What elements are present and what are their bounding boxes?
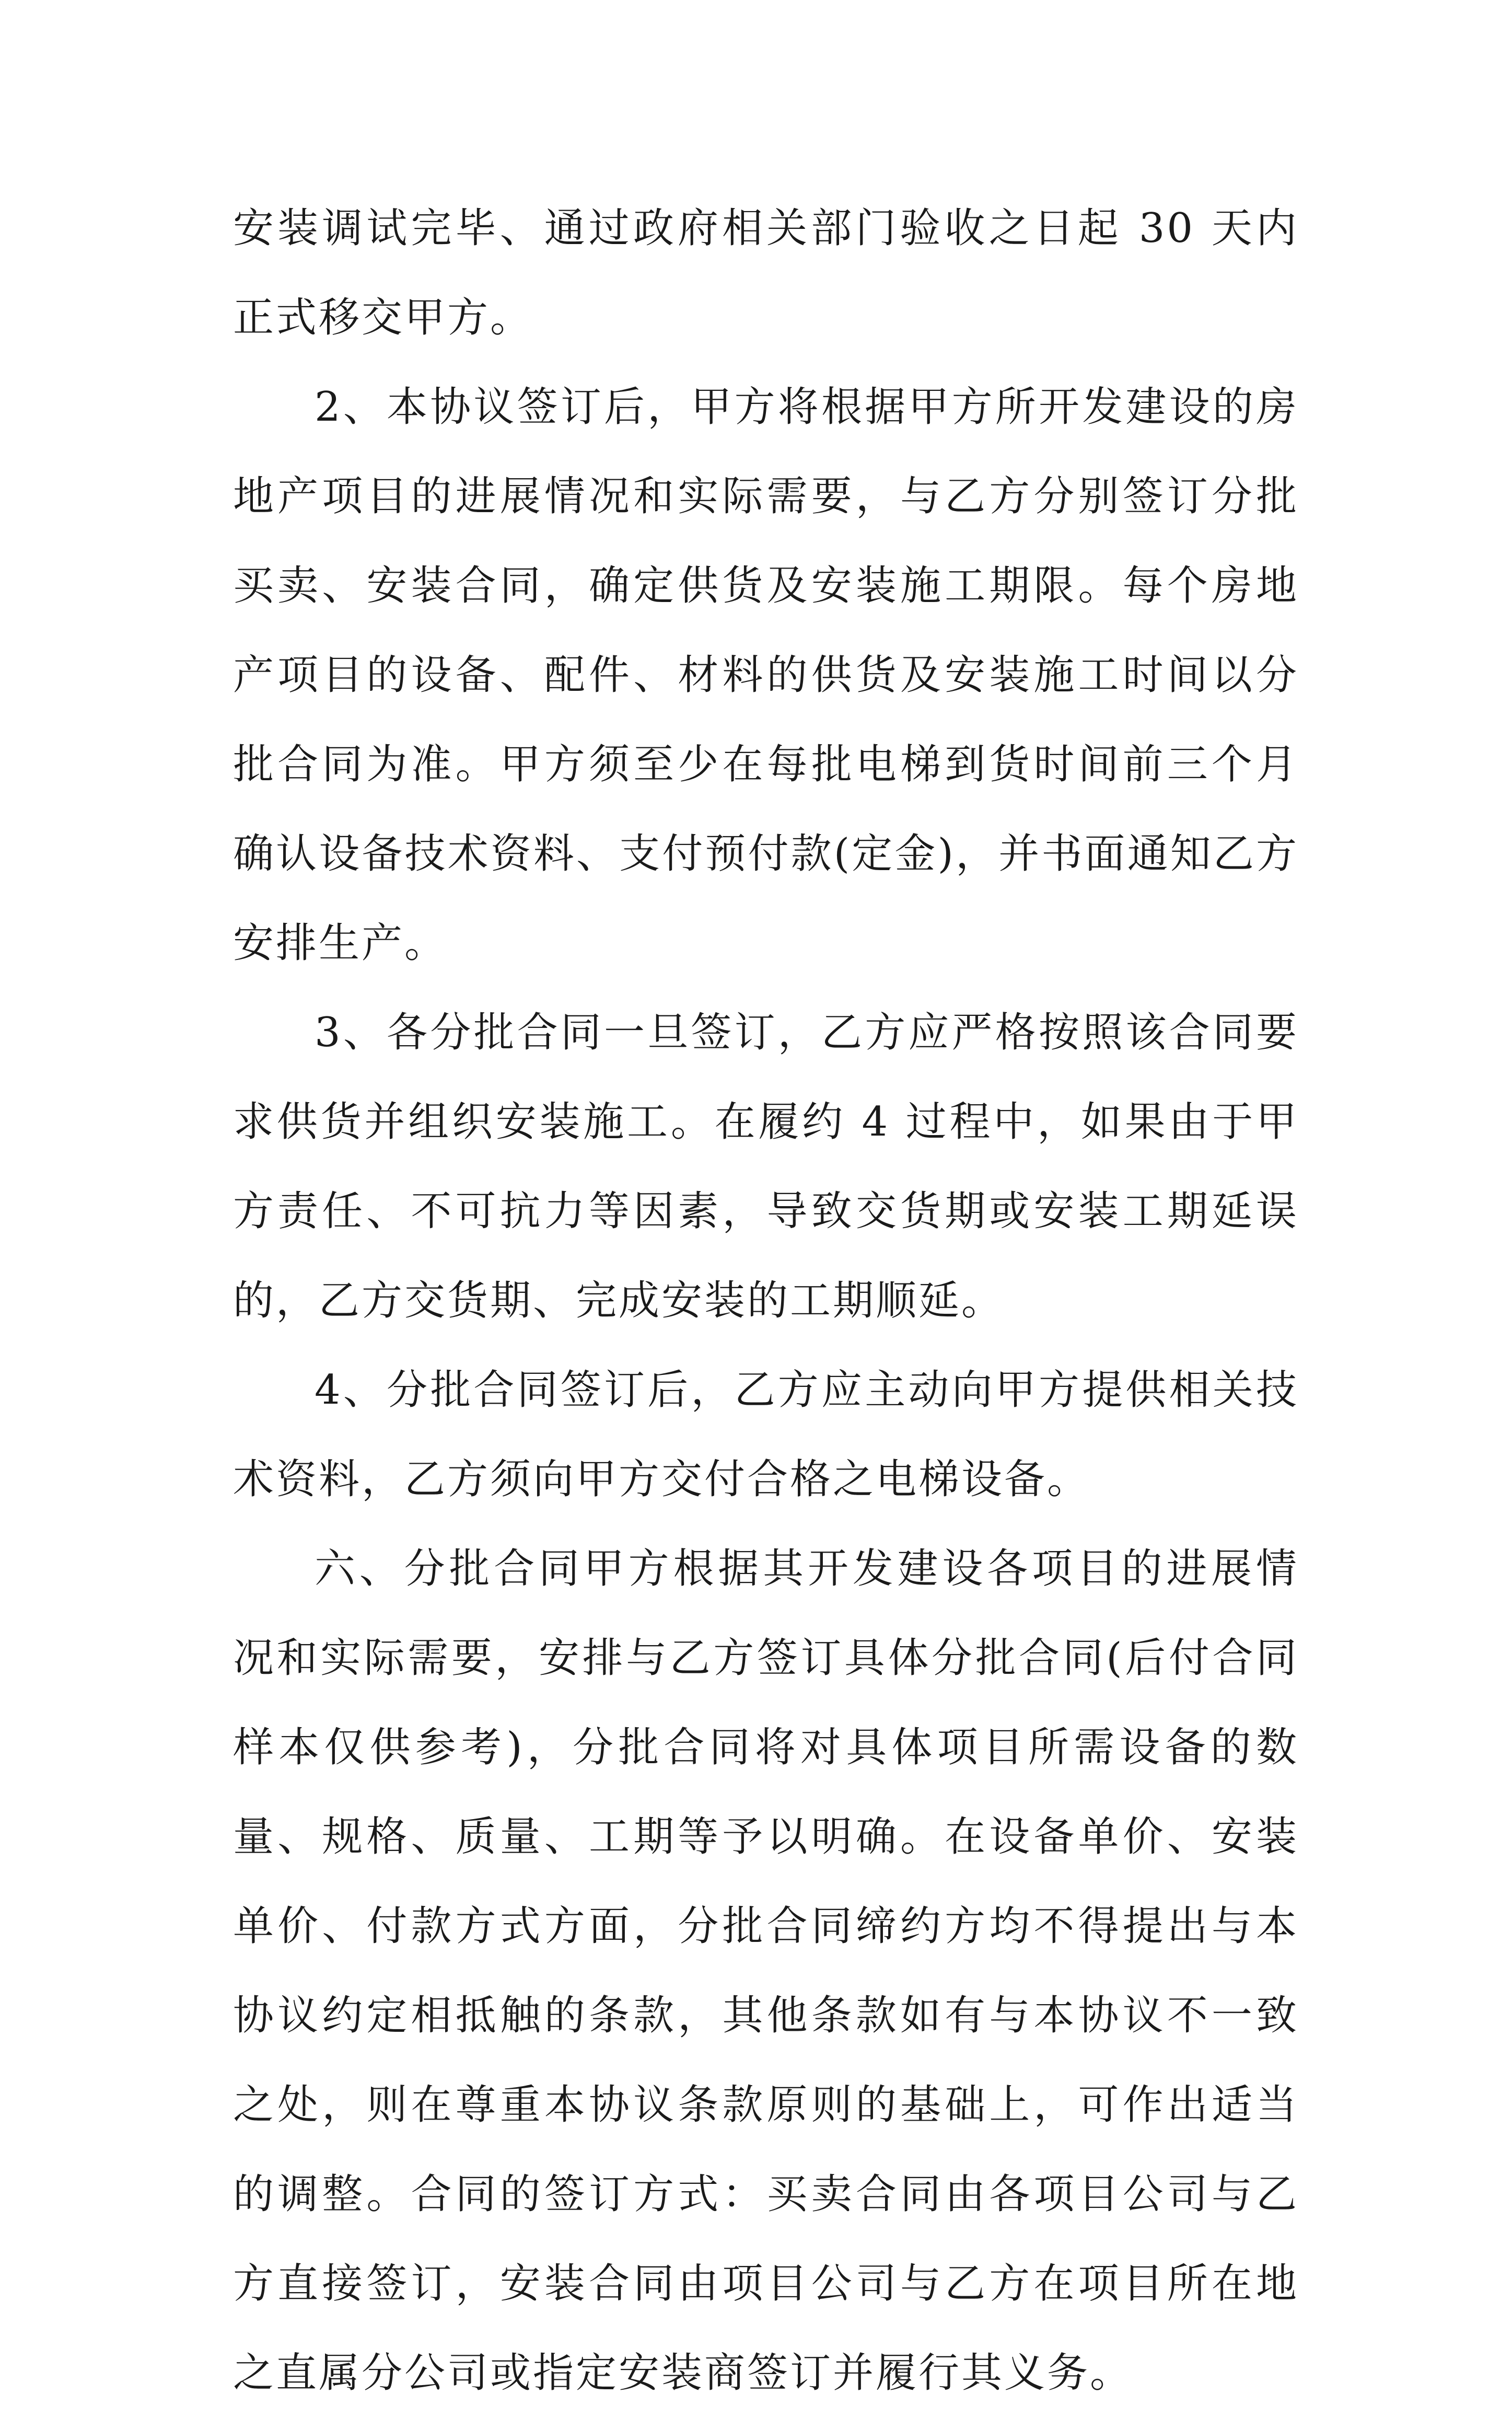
document-body: [233, 184, 1299, 2418]
paragraph-clause-2: 2、本协议签订后，甲方将根据甲方所开发建设的房地产项目的进展情况和实际需要，与乙方分别签订分批买卖、安装合同，确定供货及安装施工期限。每个房地产项目的设备、配件、材料的供货及安装施工时间以分批合同为准。甲方须至少在每批电梯到货时间前三个月确认设备技术资料、支付预付款(定金)，并书面通知乙方安排生产。: [233, 384, 1299, 967]
paragraph-clause-4: 4、分批合同签订后，乙方应主动向甲方提供相关技术资料，乙方须向甲方交付合格之电梯设备。: [233, 1367, 1299, 1503]
paragraph-clause-3: 3、各分批合同一旦签订，乙方应严格按照该合同要求供货并组织安装施工。在履约 4 过程中，如果由于甲方责任、不可抗力等因素，导致交货期或安装工期延误的，乙方交货期、完成安装的工期顺延。: [233, 1009, 1299, 1324]
paragraph-continuation: 安装调试完毕、通过政府相关部门验收之日起 30 天内正式移交甲方。: [233, 205, 1299, 341]
paragraph-section-6: 六、分批合同甲方根据其开发建设各项目的进展情况和实际需要，安排与乙方签订具体分批合同(后付合同样本仅供参考)，分批合同将对具体项目所需设备的数量、规格、质量、工期等予以明确。在设备单价、安装单价、付款方式方面，分批合同缔约方均不得提出与本协议约定相抵触的条款，其他条款如有与本协议不一致之处，则在尊重本协议条款原则的基础上，可作出适当的调整。合同的签订方式：买卖合同由各项目公司与乙方直接签订，安装合同由项目公司与乙方在项目所在地之直属分公司或指定安装商签订并履行其义务。: [233, 1545, 1299, 2397]
